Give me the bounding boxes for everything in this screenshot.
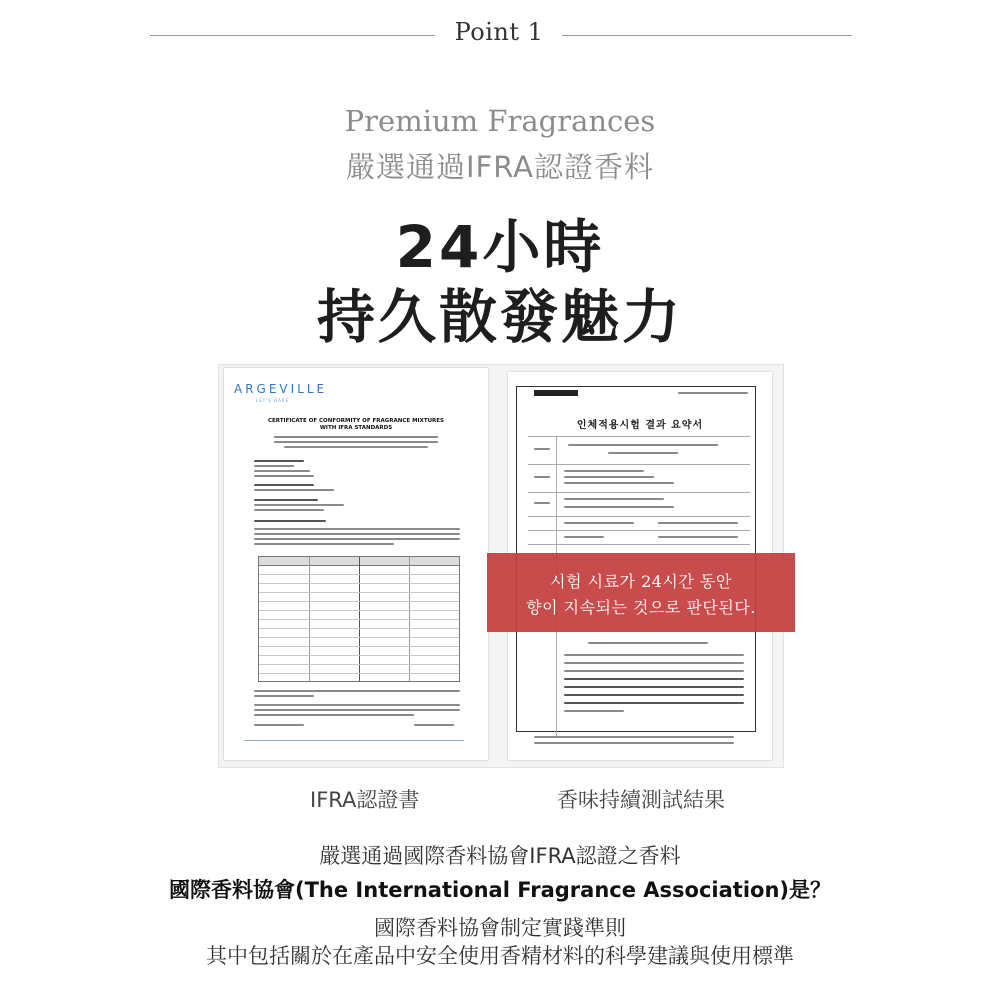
table-row-divider <box>259 655 459 656</box>
cert-text-line <box>254 528 460 530</box>
report-text-line <box>564 702 744 704</box>
report-text-line <box>564 482 674 484</box>
report-row-divider <box>528 436 750 437</box>
report-row-divider <box>528 530 750 531</box>
argeville-logo-tagline: LET'S DARE <box>256 398 290 403</box>
cert-text-line <box>254 690 460 692</box>
ifra-categories-table <box>258 556 460 682</box>
footer-line-1: 嚴選通過國際香料協會IFRA認證之香料 <box>319 844 681 868</box>
test-result-banner <box>487 553 795 632</box>
report-text-line <box>564 710 624 712</box>
report-text-line <box>608 452 678 454</box>
report-text-line <box>564 694 744 696</box>
banner-line-1: 시험 시료가 24시간 동안 <box>550 572 732 591</box>
table-row-divider <box>259 601 459 602</box>
report-text-line <box>534 476 550 478</box>
cert-text-line <box>254 714 414 716</box>
report-text-line <box>588 642 708 644</box>
report-text-line <box>534 736 734 738</box>
cert-text-line <box>254 704 460 706</box>
report-text-line <box>564 476 654 478</box>
table-row-divider <box>259 673 459 674</box>
certificate-title-line-1: CERTIFICATE OF CONFORMITY OF FRAGRANCE MIXTURES <box>267 418 445 424</box>
argeville-logo: ARGEVILLE <box>234 382 328 396</box>
banner-line-2: 향이 지속되는 것으로 판단된다. <box>526 598 756 617</box>
report-text-line <box>564 506 674 508</box>
eyebrow-chinese: 嚴選通過IFRA認證香料 <box>345 150 655 184</box>
cert-text-line <box>254 499 318 501</box>
report-text-line <box>564 498 664 500</box>
cert-text-line <box>254 695 314 697</box>
headline-line-2: 持久散發魅力 <box>316 283 683 351</box>
certificate-title <box>224 418 488 432</box>
eyebrow-english: Premium Fragrances <box>344 104 656 138</box>
report-row-divider <box>528 516 750 517</box>
cert-text-line <box>254 509 324 511</box>
report-text-line <box>678 392 748 394</box>
report-title: 인체적용시험 결과 요약서 <box>576 420 704 431</box>
cert-text-line <box>254 484 314 486</box>
cert-text-line <box>414 724 454 726</box>
table-row-divider <box>259 610 459 611</box>
table-row-divider <box>259 619 459 620</box>
header-divider-left <box>150 35 435 36</box>
report-text-line <box>564 686 744 688</box>
report-row-divider <box>528 544 750 545</box>
report-text-line <box>534 448 550 450</box>
report-row-divider <box>528 492 750 493</box>
report-text-line <box>564 670 744 672</box>
table-row-divider <box>259 592 459 593</box>
report-text-line <box>564 654 744 656</box>
ifra-certificate-image <box>224 368 488 760</box>
cert-text-line <box>254 533 460 535</box>
footer-line-2: 國際香料協會(The International Fragrance Association)是？ <box>169 878 831 902</box>
table-row-divider <box>259 664 459 665</box>
section-header <box>0 14 1000 54</box>
report-text-line <box>564 536 604 538</box>
certificate-title-line-2: WITH IFRA STANDARDS <box>319 425 393 431</box>
cert-footer-rule <box>244 740 464 741</box>
footer-line-3: 國際香料協會制定實踐準則 <box>374 916 626 940</box>
report-text-line <box>534 742 734 744</box>
header-divider-right <box>562 35 852 36</box>
table-row-divider <box>259 583 459 584</box>
report-text-line <box>658 522 738 524</box>
footer-line-4: 其中包括關於在產品中安全使用香精材料的科學建議與使用標準 <box>206 944 794 968</box>
report-text-line <box>564 678 744 680</box>
table-row-divider <box>259 574 459 575</box>
cert-text-line <box>254 489 334 491</box>
report-text-line <box>568 444 718 446</box>
caption-fragrance-test: 香味持續測試結果 <box>557 788 725 812</box>
cert-text-line <box>274 436 438 438</box>
cert-text-line <box>254 538 460 540</box>
report-text-line <box>534 502 550 504</box>
table-row-divider <box>259 646 459 647</box>
report-text-line <box>564 662 744 664</box>
report-text-line <box>564 522 634 524</box>
headline-line-1: 24小時 <box>395 213 605 281</box>
report-row-divider <box>528 464 750 465</box>
cert-text-line <box>254 465 294 467</box>
cert-text-line <box>254 709 460 711</box>
report-text-line <box>564 470 644 472</box>
report-text-line <box>658 536 738 538</box>
table-row-divider <box>259 637 459 638</box>
report-id-tag <box>534 390 578 396</box>
table-row-divider <box>259 628 459 629</box>
cert-text-line <box>274 441 438 443</box>
cert-text-line <box>284 446 428 448</box>
cert-text-line <box>254 470 310 472</box>
cert-text-line <box>254 724 304 726</box>
point-label: Point 1 <box>454 18 544 46</box>
cert-text-line <box>254 520 326 522</box>
cert-text-line <box>254 460 304 462</box>
cert-text-line <box>254 543 394 545</box>
cert-text-line <box>254 504 344 506</box>
cert-text-line <box>254 475 314 477</box>
caption-ifra-certificate: IFRA認證書 <box>310 788 420 812</box>
